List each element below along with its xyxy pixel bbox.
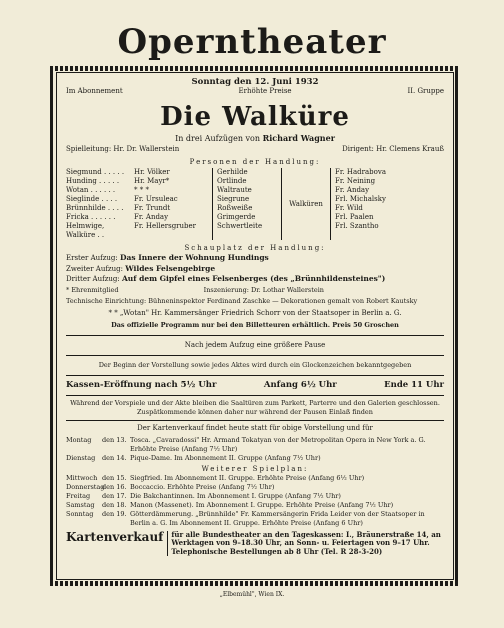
cast-role: Wotan . . . . . . — [66, 186, 116, 194]
schedule-heading: Weiterer Spielplan: — [201, 464, 309, 473]
act-setting: Wildes Felsengebirge — [125, 263, 216, 273]
act — [66, 274, 444, 285]
theater-title: Operntheater — [117, 22, 387, 62]
schedule-day: Sonntag — [66, 509, 94, 518]
schedule-list — [66, 474, 444, 528]
schedule-date: den 17. — [102, 491, 127, 500]
valkyrie-singer: Frl. Paalen — [335, 213, 374, 221]
cast-roles — [66, 168, 134, 240]
valkyrie-role: Siegrune — [217, 195, 250, 203]
guest-note: * * „Wotan" Hr. Kammersänger Friedrich Schorr von der Staatsoper in Berlin a. G. — [108, 308, 402, 317]
valkyrie-singers — [335, 168, 444, 240]
scene-heading: Schauplatz der Handlung: — [184, 244, 326, 252]
cast-role: Hunding . . . . . — [66, 177, 120, 185]
work-subtitle — [66, 134, 444, 143]
valkyrie-role: Waltraute — [217, 186, 252, 194]
bell-note: Der Beginn der Vorstellung sowie jedes Aktes wird durch ein Glockenzeichen bekanntgegeben — [66, 355, 444, 375]
valkyrie-singer: Fr. Neining — [335, 177, 376, 185]
schedule-text: Siegfried. Im Abonnement II. Gruppe. Erhöhte Preise (Anfang 6½ Uhr) — [130, 473, 365, 482]
schedule-row — [66, 454, 444, 463]
act-setting: Das Innere der Wohnung Hundings — [120, 253, 269, 262]
valkyrie-role: Schwertleite — [217, 222, 263, 230]
act-label: Erster Aufzug: — [66, 254, 118, 262]
cast-role: Helmwige, Walküre . . — [66, 222, 105, 239]
schedule-date: den 15. — [102, 473, 127, 482]
group: II. Gruppe — [407, 87, 444, 95]
schedule-text: Die Bakchantinnen. Im Abonnement I. Gruppe (Anfang 7½ Uhr) — [130, 491, 341, 500]
act — [66, 264, 444, 275]
cast-list — [66, 168, 444, 240]
schedule-day: Dienstag — [66, 453, 96, 462]
schedule-day: Freitag — [66, 491, 91, 500]
schedule-text: Boccaccio. Erhöhte Preise (Anfang 7½ Uhr) — [130, 482, 275, 491]
valkyrie-singer: Fr. Wild — [335, 204, 363, 212]
playbill-content — [66, 77, 444, 556]
valkyries-label: Walküren — [289, 199, 323, 208]
valkyrie-role: Gerhilde — [217, 168, 248, 176]
cast-divider — [281, 168, 282, 240]
valkyrie-singer: Frl. Michalsky — [335, 195, 386, 203]
valkyrie-role: Roßweiße — [217, 204, 253, 212]
honorary-note: * Ehrenmitglied — [66, 285, 119, 294]
schedule-row — [66, 436, 444, 454]
prices: Erhöhte Preise — [238, 87, 292, 95]
act-setting: Auf dem Gipfel eines Felsenberges (des „Brünnhildensteines") — [121, 274, 386, 283]
cast-role: Brünnhilde . . . . — [66, 204, 124, 212]
cast-heading: Personen der Handlung: — [189, 158, 321, 166]
schedule-text: Pique-Dame. Im Abonnement II. Gruppe (Anfang 7½ Uhr) — [130, 453, 321, 462]
schedule-row — [66, 474, 444, 483]
schedule-text: Götterdämmerung. „Brünnhilde" Fr. Kammersängerin Frida Leider von der Staatsoper in Berlin a. G. Im Abonnement II. Gruppe. Erhöhte Preise (Anfang 6 Uhr) — [130, 509, 425, 527]
cast-singer: Fr. Anday — [134, 213, 169, 221]
ticket-sale-label: Kartenverkauf — [66, 529, 164, 544]
staging-note: Inszenierung: Dr. Lothar Wallerstein — [203, 285, 324, 294]
act — [66, 253, 444, 264]
ticket-sale-text: für alle Bundestheater an den Tageskassen: I., Bräunerstraße 14, an Werktagen von 9–18.30 Uhr, an Sonn- u. Feiertagen von 9–17 Uhr. Telephonische Bestellungen ab 8 Uhr (Tel. R 28-3-20) — [167, 531, 444, 557]
schedule-date: den 14. — [102, 453, 127, 462]
programme-note: Das offizielle Programm nur bei den Billetteuren erhältlich. Preis 50 Groschen — [111, 320, 399, 329]
schedule-row — [66, 483, 444, 492]
start-time: Anfang 6½ Uhr — [263, 379, 337, 390]
latecomer-note: Während der Vorspiele und der Akte bleiben die Saaltüren zum Parkett, Parterre und den Galerien geschlossen. Zuspätkommende können daher nur während der Pausen Einlaß finden — [66, 395, 444, 420]
cast-singer: Fr. Ursuleac — [134, 195, 178, 203]
schedule-row — [66, 501, 444, 510]
cast-divider — [212, 168, 213, 240]
valkyrie-role: Ortlinde — [217, 177, 247, 185]
valkyrie-singer: Frl. Szantho — [335, 222, 379, 230]
schedule-text: Tosca. „Cavaradossi" Hr. Armand Tokatyan von der Metropolitan Opera in New York a. G. Erhöhte Preise (Anfang 7½ Uhr) — [130, 435, 426, 453]
cast-role: Fricka . . . . . . — [66, 213, 116, 221]
cast-role: Siegmund . . . . . — [66, 168, 125, 176]
credits-row — [66, 145, 444, 154]
pause-note: Nach jedem Aufzug eine größere Pause — [66, 335, 444, 355]
schedule-date: den 13. — [102, 435, 127, 444]
work-title: Die Walküre — [160, 102, 350, 132]
composer: Richard Wagner — [262, 133, 335, 143]
subscription: Im Abonnement — [66, 87, 123, 95]
cast-singer: Fr. Trundt — [134, 204, 171, 212]
subscription-row — [66, 87, 444, 96]
times-row — [66, 375, 444, 395]
acts-list — [66, 253, 444, 285]
cast-role: Sieglinde . . . . — [66, 195, 118, 203]
cast-singers — [134, 168, 208, 240]
act-label: Zweiter Aufzug: — [66, 264, 123, 273]
doors-time: Kassen-Eröffnung nach 5½ Uhr — [66, 379, 217, 390]
ticket-sale — [66, 531, 444, 557]
schedule-row — [66, 510, 444, 528]
cast-singer: Hr. Mayr* — [134, 177, 170, 185]
performance-date: Sonntag den 12. Juni 1932 — [191, 77, 319, 87]
schedule-row — [66, 492, 444, 501]
printer-imprint: „Elbemühl", Wien IX. — [219, 591, 285, 598]
valkyrie-roles — [217, 168, 277, 240]
schedule-day: Montag — [66, 435, 92, 444]
schedule-date: den 19. — [102, 509, 127, 518]
director: Spielleitung: Hr. Dr. Wallerstein — [66, 145, 180, 153]
conductor: Dirigent: Hr. Clemens Krauß — [342, 145, 444, 153]
schedule-text: Manon (Massenet). Im Abonnement I. Gruppe. Erhöhte Preise (Anfang 7½ Uhr) — [130, 500, 394, 509]
valkyrie-role: Grimgerde — [217, 213, 256, 221]
cast-singer: * * * — [134, 186, 149, 194]
cast-divider — [330, 168, 331, 240]
cast-singer: Fr. Hellersgruber — [134, 222, 196, 230]
schedule-day: Samstag — [66, 500, 95, 509]
valkyrie-singer: Fr. Hadrabova — [335, 168, 386, 176]
schedule-date: den 18. — [102, 500, 127, 509]
end-time: Ende 11 Uhr — [384, 379, 444, 390]
valkyrie-singer: Fr. Anday — [335, 186, 370, 194]
act-label: Dritter Aufzug: — [66, 275, 120, 283]
schedule-day: Donnerstag — [66, 482, 105, 491]
schedule-day: Mittwoch — [66, 473, 98, 482]
subtitle-text: In drei Aufzügen von — [175, 134, 261, 143]
technical-note: Technische Einrichtung: Bühneninspektor Ferdinand Zaschke — Dekorationen gemalt von Robert Kautsky — [66, 296, 418, 305]
presale-note: Der Kartenverkauf findet heute statt für obige Vorstellung und für — [66, 420, 444, 436]
cast-singer: Hr. Völker — [134, 168, 170, 176]
schedule-upcoming — [66, 436, 444, 463]
schedule-date: den 16. — [102, 482, 127, 491]
notes-row — [66, 286, 444, 295]
